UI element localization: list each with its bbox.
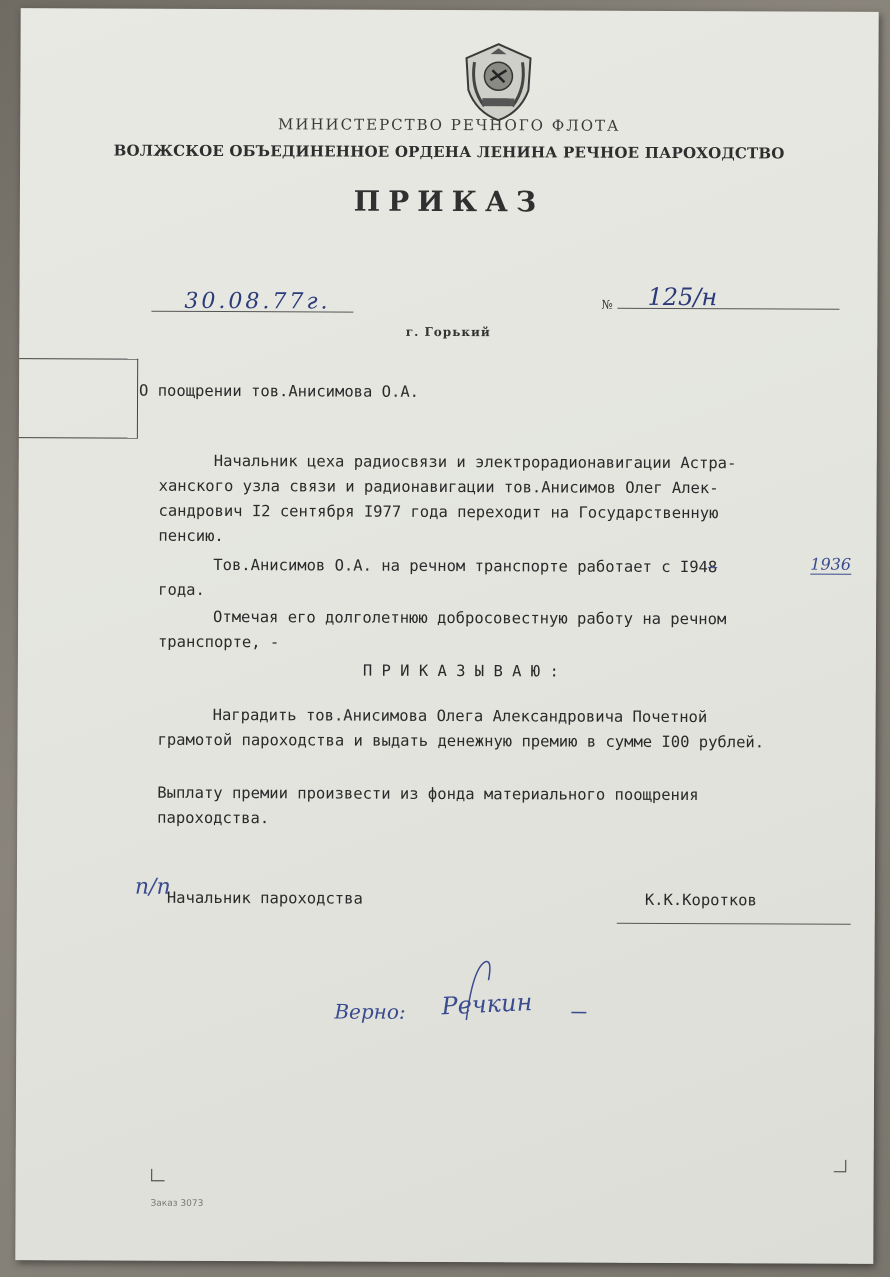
handwritten-year-correction: 1936	[810, 554, 852, 574]
order-date: 30.08.77г.	[184, 288, 331, 315]
body-line: пенсию.	[158, 526, 224, 546]
signature-flourish-icon	[436, 950, 596, 1031]
signer-position: Начальник пароходства	[166, 888, 363, 908]
service-text: Тов.Анисимов О.А. на речном транспорте работает с I94	[213, 555, 708, 577]
city-name: г. Горький	[405, 324, 491, 340]
body-line: года.	[158, 580, 205, 599]
body-line: Наградить тов.Анисимова Олега Александровича Почетной	[212, 705, 708, 727]
rsfsr-emblem-icon	[460, 40, 536, 122]
ministry-name: МИНИСТЕРСТВО РЕЧНОГО ФЛОТА	[278, 115, 621, 135]
order-keyword: П Р И К А З Ы В А Ю :	[362, 661, 559, 681]
signer-name: К.К.Коротков	[644, 890, 757, 910]
body-line: транспорте, -	[157, 632, 280, 652]
certified-mark: Верно:	[334, 999, 406, 1024]
body-line: Выплату премии произвести из фонда материального поощрения	[157, 783, 699, 805]
corner-bracket	[19, 358, 138, 439]
signature-underline	[617, 923, 851, 925]
body-line: сандрович I2 сентября I977 года переходит на Государственную	[158, 501, 719, 523]
company-name: ВОЛЖСКОЕ ОБЪЕДИНЕННОЕ ОРДЕНА ЛЕНИНА РЕЧНОЕ ПАРОХОДСТВО	[113, 141, 785, 163]
order-subject: О поощрении тов.Анисимова О.А.	[139, 381, 420, 401]
corner-mark-icon	[151, 1169, 165, 1183]
body-line: грамотой пароходства и выдать денежную премию в сумме I00 рублей.	[157, 730, 765, 752]
body-line: Отмечая его долголетнюю добросовестную работу на речном	[213, 607, 727, 629]
body-line: ханского узла связи и радионавигации тов.Анисимов Олег Алек-	[158, 476, 719, 498]
print-order-code: Заказ 3073	[150, 1198, 204, 1209]
struck-digit: 8	[707, 558, 718, 577]
corner-mark-icon	[834, 1160, 848, 1174]
document-title: ПРИКАЗ	[353, 184, 545, 219]
number-label: №	[601, 297, 613, 312]
body-line: Начальник цеха радиосвязи и электрорадионавигации Астра-	[213, 451, 737, 473]
body-line	[213, 556, 717, 576]
order-number: 125/н	[647, 282, 718, 312]
document-page	[15, 8, 878, 1264]
certifier-signature: Речкин	[440, 988, 533, 1021]
body-line: пароходства.	[157, 808, 270, 828]
margin-note-pp: п/п	[134, 874, 171, 900]
